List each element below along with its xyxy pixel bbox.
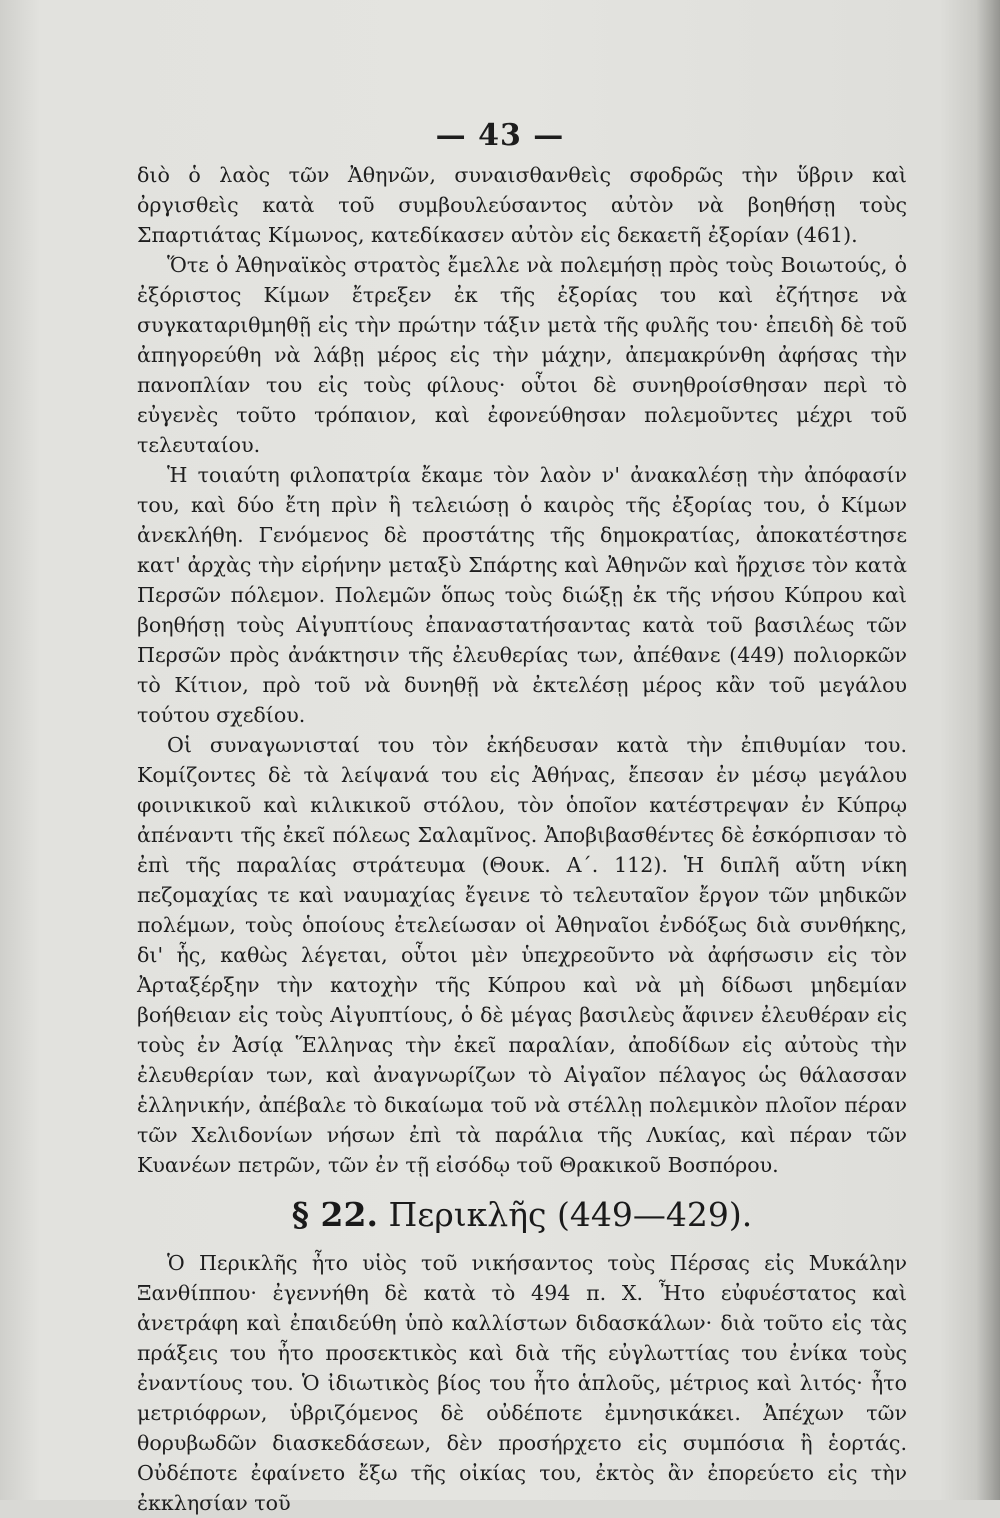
paragraph-1: διὸ ὁ λαὸς τῶν Ἀθηνῶν, συναισθανθεὶς σφοδρῶς τὴν ὕβριν καὶ ὀργισθεὶς κατὰ τοῦ συμβουλεύσαντος αὐτὸν νὰ βοηθήσῃ τοὺς Σπαρτιάτας Κίμωνος, κατεδίκασεν αὐτὸν εἰς δεκαετῆ ἐξορίαν (461). — [137, 163, 907, 247]
page-edge-shadow — [976, 0, 1000, 1500]
section-number: § 22. — [291, 1195, 378, 1234]
paragraph-4: Οἱ συναγωνισταί του τὸν ἐκήδευσαν κατὰ τὴν ἐπιθυμίαν του. Κομίζοντες δὲ τὰ λείψανά του εἰς Ἀθήνας, ἔπεσαν ἐν μέσῳ μεγάλου φοινικικοῦ καὶ κιλικικοῦ στόλου, τὸν ὁποῖον κατέστρεψαν ἐν Κύπρῳ ἀπέναντι τῆς ἐκεῖ πόλεως Σαλαμῖνος. Ἀποβιβασθέντες δὲ ἐσκόρπισαν τὸ ἐπὶ τῆς παραλίας στράτευμα (Θουκ. Α΄. 112). Ἡ διπλῆ αὕτη νίκη πεζομαχίας τε καὶ ναυμαχίας ἔγεινε τὸ τελευταῖον ἔργον τῶν μηδικῶν πολέμων, τοὺς ὁποίους ἐτελείωσαν οἱ Ἀθηναῖοι ἐνδόξως διὰ συνθήκης, δι' ἧς, καθὼς λέγεται, οὗτοι μὲν ὑπεχρεοῦντο νὰ ἀφήσωσιν εἰς τὸν Ἀρταξέρξην τὴν κατοχὴν τῆς Κύπρου καὶ νὰ μὴ δίδωσι μηδεμίαν βοήθειαν εἰς τοὺς Αἰγυπτίους, ὁ δὲ μέγας βασιλεὺς ἄφινεν ἐλευθέραν εἰς τοὺς ἐν Ἀσίᾳ Ἕλληνας τὴν ἐκεῖ παραλίαν, ἀποδίδων εἰς αὐτοὺς τὴν ἐλευθερίαν των, καὶ ἀναγνωρίζων τὸ Αἰγαῖον πέλαγος ὡς θάλασσαν ἑλληνικήν, ἀπέβαλε τὸ δικαίωμα τοῦ νὰ στέλλῃ πολεμικὸν πλοῖον πέραν τῶν Χελιδονίων νήσων ἐπὶ τὰ παράλια τῆς Λυκίας, καὶ πέραν τῶν Κυανέων πετρῶν, τῶν ἐν τῇ εἰσόδῳ τοῦ Θρακικοῦ Βοσπόρου. — [137, 733, 907, 1177]
section-heading — [137, 1194, 907, 1236]
section-paragraph-1: Ὁ Περικλῆς ἦτο υἱὸς τοῦ νικήσαντος τοὺς Πέρσας εἰς Μυκάλην Ξανθίππου· ἐγεννήθη δὲ κατὰ τὸ 494 π. Χ. Ἦτο εὐφυέστατος καὶ ἀνετράφη καὶ ἐπαιδεύθη ὑπὸ καλλίστων διδασκάλων· διὰ τοῦτο εἰς τὰς πράξεις του ἦτο προσεκτικὸς καὶ διὰ τῆς εὐγλωττίας του ἐνίκα τοὺς ἐναντίους του. Ὁ ἰδιωτικὸς βίος του ἦτο ἁπλοῦς, μέτριος καὶ λιτός· ἦτο μετριόφρων, ὑβριζόμενος δὲ οὐδέποτε ἐμνησικάκει. Ἀπέχων τῶν θορυβωδῶν διασκεδάσεων, δὲν προσήρχετο εἰς συμπόσια ἢ ἑορτάς. Οὐδέποτε ἐφαίνετο ἔξω τῆς οἰκίας του, ἐκτὸς ἂν ἐπορεύετο εἰς τὴν ἐκκλησίαν τοῦ — [137, 1251, 907, 1515]
page-number: — 43 — — [435, 118, 565, 153]
paragraph-2: Ὅτε ὁ Ἀθηναϊκὸς στρατὸς ἔμελλε νὰ πολεμήσῃ πρὸς τοὺς Βοιωτούς, ὁ ἐξόριστος Κίμων ἔτρεξεν ἐκ τῆς ἐξορίας του καὶ ἐζήτησε νὰ συγκαταριθμηθῇ εἰς τὴν πρώτην τάξιν μετὰ τῆς φυλῆς του· ἐπειδὴ δὲ τοῦ ἀπηγορεύθη νὰ λάβῃ μέρος εἰς τὴν μάχην, ἀπεμακρύνθη ἀφήσας τὴν πανοπλίαν του εἰς τοὺς φίλους· οὗτοι δὲ συνηθροίσθησαν περὶ τὸ εὐγενὲς τοῦτο τρόπαιον, καὶ ἐφονεύθησαν πολεμοῦντες μέχρι τοῦ τελευταίου. — [137, 253, 907, 457]
paragraph-3: Ἡ τοιαύτη φιλοπατρία ἔκαμε τὸν λαὸν ν' ἀνακαλέσῃ τὴν ἀπόφασίν του, καὶ δύο ἔτη πρὶν ἢ τελειώσῃ ὁ καιρὸς τῆς ἐξορίας του, ὁ Κίμων ἀνεκλήθη. Γενόμενος δὲ προστάτης τῆς δημοκρατίας, ἀποκατέστησε κατ' ἀρχὰς τὴν εἰρήνην μεταξὺ Σπάρτης καὶ Ἀθηνῶν καὶ ἤρχισε τὸν κατὰ Περσῶν πόλεμον. Πολεμῶν ὅπως τοὺς διώξῃ ἐκ τῆς νήσου Κύπρου καὶ βοηθήσῃ τοὺς Αἰγυπτίους ἐπαναστατήσαντας κατὰ τοῦ βασιλέως τῶν Περσῶν πρὸς ἀνάκτησιν τῆς ἐλευθερίας των, ἀπέθανε (449) πολιορκῶν τὸ Κίτιον, πρὸ τοῦ νὰ δυνηθῇ νὰ ἐκτελέσῃ μέρος κἂν τοῦ μεγάλου τούτου σχεδίου. — [137, 463, 907, 727]
section-title: Περικλῆς (449—429). — [388, 1195, 753, 1234]
body-text — [137, 160, 907, 1518]
